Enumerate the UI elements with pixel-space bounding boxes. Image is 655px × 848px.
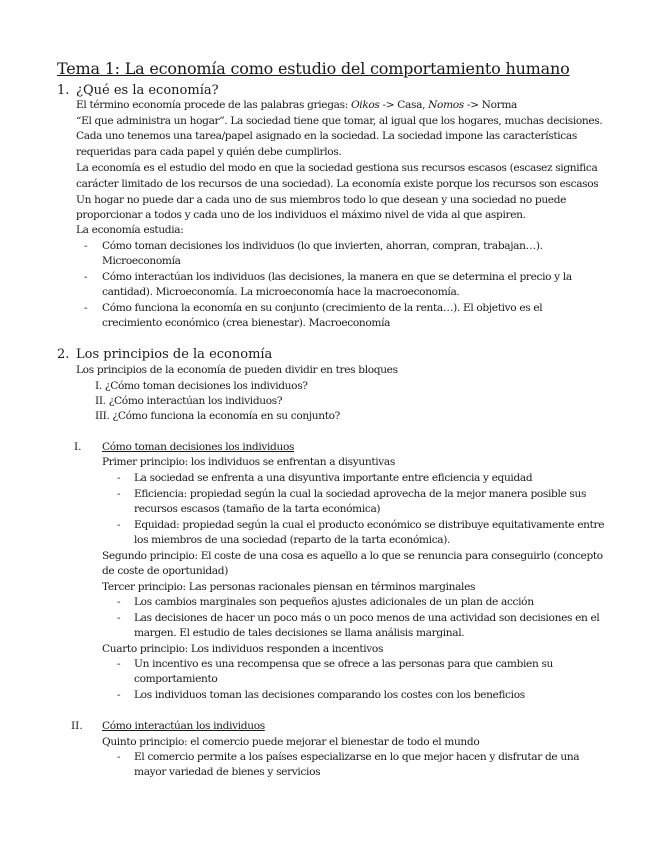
paragraph-line: La economía estudia: <box>76 224 184 236</box>
bullet-dash: - <box>117 612 121 624</box>
bullet-line: comportamiento <box>134 673 218 685</box>
part-ii-numeral: II. <box>71 720 83 732</box>
paragraph-line: Los principios de la economía de pueden dividir en tres bloques <box>76 364 398 376</box>
bullet-line: Cómo toman decisiones los individuos (lo que invierten, ahorran, compran, trabajan…). <box>102 240 543 252</box>
section-2-number: 2. <box>57 347 70 362</box>
paragraph-line: requeridas para cada papel y quién debe cumplirlos. <box>76 146 342 158</box>
bullet-line: Microeconomía <box>102 255 181 267</box>
bullet-line: Eficiencia: propiedad según la cual la sociedad aprovecha de la mejor manera posible sus <box>134 488 587 500</box>
section-1-heading: ¿Qué es la economía? <box>76 83 219 98</box>
paragraph-line: Un hogar no puede dar a cada uno de sus miembros todo lo que desean y una sociedad no puede <box>76 194 567 206</box>
bullet-line: Un incentivo es una recompensa que se ofrece a las personas para que cambien su <box>134 658 554 670</box>
principle-line: de coste de oportunidad) <box>102 565 228 577</box>
bullet-dash: - <box>117 472 121 484</box>
bullet-line: los miembros de una sociedad (reparto de la tarta económica). <box>134 534 451 546</box>
principle-line: Segundo principio: El coste de una cosa es aquello a lo que se renuncia para conseguirlo (concepto <box>102 550 603 562</box>
bullet-dash: - <box>84 271 88 283</box>
paragraph-line: proporcionar a todos y cada uno de los individuos el máximo nivel de vida al que aspiren. <box>76 209 526 221</box>
principle-line: Tercer principio: Las personas racionales piensan en términos marginales <box>102 581 476 593</box>
etymology-line: El término economía procede de las palabras griegas: Oikos -> Casa, Nomos -> Norma <box>76 99 518 111</box>
section-2-heading: Los principios de la economía <box>76 347 273 362</box>
bullet-line: recursos escasos (tamaño de la tarta económica) <box>134 503 381 515</box>
document-title: Tema 1: La economía como estudio del comportamiento humano <box>57 59 570 78</box>
bullet-line: crecimiento económico (crea bienestar). Macroeconomía <box>102 317 391 329</box>
block-item: III. ¿Cómo funciona la economía en su conjunto? <box>95 410 341 422</box>
bullet-line: Cómo funciona la economía en su conjunto (crecimiento de la renta…). El objetivo es el <box>102 302 543 314</box>
principle-line: Primer principio: los individuos se enfrentan a disyuntivas <box>102 456 395 468</box>
paragraph-line: La economía es el estudio del modo en que la sociedad gestiona sus recursos escasos (escasez significa <box>76 162 598 174</box>
part-i-numeral: I. <box>74 441 82 453</box>
bullet-dash: - <box>117 596 121 608</box>
bullet-dash: - <box>117 689 121 701</box>
bullet-line: El comercio permite a los países especializarse en lo que mejor hacen y disfrutar de una <box>134 751 580 763</box>
bullet-line: Los cambios marginales son pequeños ajustes adicionales de un plan de acción <box>134 596 534 608</box>
bullet-line: Las decisiones de hacer un poco más o un poco menos de una actividad son decisiones en el <box>134 612 600 624</box>
part-ii-heading: Cómo interactúan los individuos <box>102 720 265 732</box>
bullet-line: cantidad). Microeconomía. La microeconomía hace la macroeconomía. <box>102 286 460 298</box>
bullet-dash: - <box>117 519 121 531</box>
principle-line: Cuarto principio: Los individuos responden a incentivos <box>102 643 384 655</box>
paragraph-line: Cada uno tenemos una tarea/papel asignado en la sociedad. La sociedad impone las características <box>76 130 577 142</box>
principle-line: Quinto principio: el comercio puede mejorar el bienestar de todo el mundo <box>102 736 480 748</box>
bullet-dash: - <box>84 302 88 314</box>
block-item: I. ¿Cómo toman decisiones los individuos? <box>95 380 308 392</box>
bullet-line: Equidad: propiedad según la cual el producto económico se distribuye equitativamente entre <box>134 519 605 531</box>
bullet-line: mayor variedad de bienes y servicios <box>134 766 321 778</box>
bullet-line: Cómo interactúan los individuos (las decisiones, la manera en que se determina el precio y la <box>102 271 572 283</box>
paragraph-line: carácter limitado de los recursos de una sociedad). La economía existe porque los recursos son escasos <box>76 178 599 190</box>
bullet-line: margen. El estudio de tales decisiones se llama análisis marginal. <box>134 627 465 639</box>
block-item: II. ¿Cómo interactúan los individuos? <box>95 395 283 407</box>
bullet-dash: - <box>117 658 121 670</box>
section-1-number: 1. <box>57 83 70 98</box>
bullet-dash: - <box>84 240 88 252</box>
part-i-heading: Cómo toman decisiones los individuos <box>102 441 295 453</box>
bullet-dash: - <box>117 751 121 763</box>
bullet-line: La sociedad se enfrenta a una disyuntiva importante entre eficiencia y equidad <box>134 472 533 484</box>
paragraph-line: “El que administra un hogar”. La sociedad tiene que tomar, al igual que los hogares, muchas decisiones. <box>76 115 603 127</box>
bullet-line: Los individuos toman las decisiones comparando los costes con los beneficios <box>134 689 525 701</box>
bullet-dash: - <box>117 488 121 500</box>
